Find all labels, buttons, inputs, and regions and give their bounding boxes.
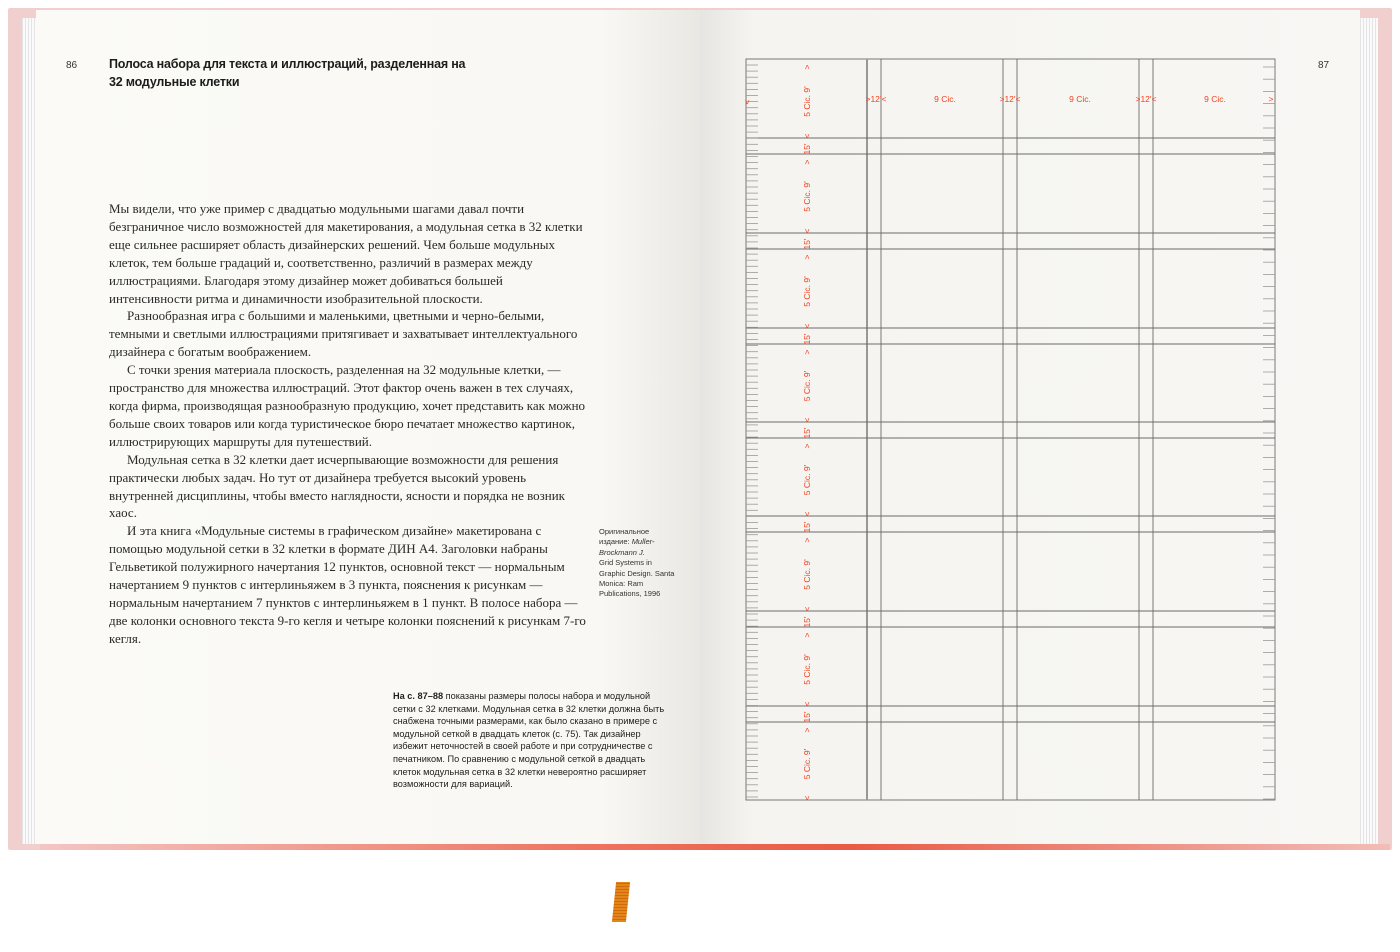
grid-frame bbox=[746, 59, 1275, 800]
gutter-label: >12'< bbox=[1135, 94, 1157, 104]
paragraph: Разнообразная игра с большими и маленькими, цветными и черно-белыми, темными и светлыми иллюстрациями притягивает и захватывает интеллектуального дизайнера с богатым воображением. bbox=[109, 308, 578, 360]
measure-arrow: < bbox=[802, 133, 812, 139]
row-gap-label: 15' bbox=[802, 711, 812, 723]
row-gap-label: 15' bbox=[802, 333, 812, 345]
measure-arrow: > bbox=[802, 159, 812, 165]
row-height-label: 5 Cic. 9' bbox=[802, 748, 812, 780]
measure-arrow: < bbox=[802, 701, 812, 707]
row-gap-label: 15' bbox=[802, 238, 812, 250]
paragraph: И эта книга «Модульные системы в графическом дизайне» макетирована с помощью модульной сетки в 32 клетки в формате ДИН А4. Заголовки набраны Гельветикой полужирного начертания 12 пунктов, основной текст — нормальным начертанием 9 пунктов с интерлиньяжем в 3 пункта, пояснения к рисункам — нормальным начертанием 7 пунктов с интерлиньяжем в 1 пункт. В полосе набора — две колонки основного текста 9-го кегля и четыре колонки пояснений к рисункам 7-го кегля. bbox=[109, 523, 586, 646]
sidenote-title: Grid Systems in Graphic Design. Santa Monica: Ram Publications, 1996 bbox=[599, 558, 675, 599]
row-gap-label: 15' bbox=[802, 143, 812, 155]
gutter-label: >12'< bbox=[865, 94, 887, 104]
row-height-label: 5 Cic. 9' bbox=[802, 276, 812, 307]
measure-arrow: < bbox=[802, 795, 812, 801]
paragraph: Мы видели, что уже пример с двадцатью модульными шагами давал почти безграничное число возможностей для макетирования, а модульная сетка в 32 клетки еще сильнее расширяет область дизайнерских решений. Чем больше модульных клеток, тем больше градаций и, соответственно, различий в размерах между иллюстрациями. Благодаря этому дизайнер может добиваться большей интенсивности ритма и динамичности изобразительной плоскости. bbox=[109, 201, 583, 306]
row-height-label: 5 Cic. 9' bbox=[802, 181, 812, 212]
measure-arrow: > bbox=[1268, 94, 1274, 104]
measure-arrow: < bbox=[802, 511, 812, 517]
gutter-label: >12'< bbox=[999, 94, 1021, 104]
row-height-label: 5 Cic. 9' bbox=[802, 370, 812, 402]
measure-arrow: < bbox=[802, 228, 812, 234]
row-height-label: 5 Cic. 9' bbox=[802, 559, 812, 590]
column-width-label: 9 Cic. bbox=[1069, 94, 1091, 104]
row-gap-label: 15' bbox=[802, 521, 812, 533]
row-height-label: 5 Cic. 9' bbox=[802, 464, 812, 496]
page-number-right: 87 bbox=[1318, 60, 1330, 71]
measure-arrow: > bbox=[802, 537, 812, 543]
paragraph: Модульная сетка в 32 клетки дает исчерпывающие возможности для решения практически любых задач. Но тут от дизайнера требуется высокий уровень внутренней дисциплины, чтобы вместо наглядности, ясности и порядка не возник хаос. bbox=[109, 451, 566, 521]
measure-arrow: > bbox=[802, 727, 812, 733]
measure-arrow: < bbox=[742, 99, 752, 105]
caption-text: показаны размеры полосы набора и модульной сетки с 32 клетками. Модульная сетка в 32 клетки должна быть снабжена точными размерами, как было сказано в примере с модульной сеткой в двадцать клеток (с. 75). Так дизайнер избежит неточностей в своей работе и при сотрудничестве с печатником. По сравнению с модульной сеткой в двадцать клеток модульная сетка в 32 клетки невероятно расширяет возможности для вариаций. bbox=[393, 691, 665, 790]
measure-arrow: > bbox=[802, 64, 812, 70]
caption-reference: На с. 87–88 bbox=[393, 691, 444, 701]
measure-arrow: < bbox=[802, 323, 812, 329]
measure-arrow: < bbox=[802, 417, 812, 423]
row-height-label: 5 Cic. 9' bbox=[802, 86, 812, 117]
measure-arrow: > bbox=[802, 443, 812, 449]
measure-arrow: > bbox=[802, 254, 812, 260]
column-width-label: 9 Cic. bbox=[934, 94, 956, 104]
row-gap-label: 15' bbox=[802, 616, 812, 628]
paragraph: С точки зрения материала плоскость, разделенная на 32 модульные клетки, — пространство для множества иллюстраций. Этот фактор очень важен в тех случаях, когда фирма, производящая разнообразную продукцию, хочет представить как можно больше своих товаров или когда туристическое бюро печатает множество картинок, иллюстрирующих маршруты для путешествий. bbox=[109, 362, 586, 449]
page-heading: Полоса набора для текста и иллюстраций, разделенная на 32 модульные клетки bbox=[109, 57, 466, 89]
column-width-label: 9 Cic. bbox=[1204, 94, 1226, 104]
measure-arrow: < bbox=[802, 606, 812, 612]
row-gap-label: 15' bbox=[802, 427, 812, 439]
page-number-left: 86 bbox=[66, 60, 78, 71]
measure-arrow: > bbox=[802, 632, 812, 638]
sidenote-author: Muller-Brockmann J. bbox=[599, 537, 655, 557]
row-height-label: 5 Cic. 9' bbox=[802, 654, 812, 685]
measure-arrow: > bbox=[802, 349, 812, 355]
sidenote-prefix: Оригинальное издание: bbox=[599, 527, 650, 547]
